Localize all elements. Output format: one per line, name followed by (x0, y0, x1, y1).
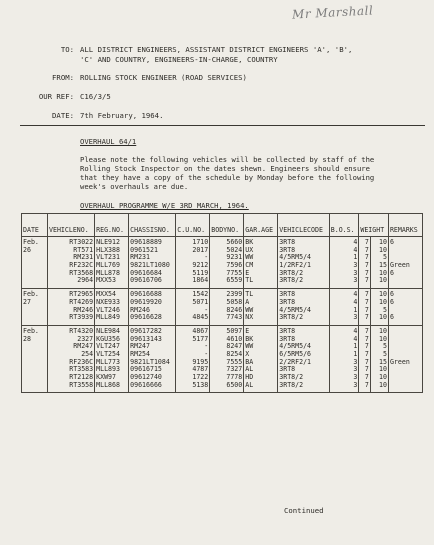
cell-line: 09616688 (130, 290, 162, 299)
cell-line: RF236C (69, 357, 94, 366)
cell-line: 09616666 (130, 380, 162, 389)
col-header-reg (95, 214, 129, 237)
cell-line: 4 (353, 238, 358, 246)
cell-line: E (245, 326, 250, 335)
cell-remarks (388, 289, 422, 326)
header-line: VEHICLE (49, 226, 77, 235)
cell-line: RT3022 (69, 238, 94, 246)
cell-line: KXW97 (96, 373, 116, 381)
header-line: GAR. (245, 226, 262, 235)
cell-line: 7 (364, 380, 369, 389)
col-header-date: DATE (22, 214, 48, 237)
cell-line: 4/5RM5/4 (279, 305, 312, 314)
cell-line: 6559 (226, 276, 243, 285)
cell-line: RM254 (130, 349, 150, 358)
cell-weight-tons (359, 325, 371, 393)
cell-line: 4/5RM5/4 (279, 253, 312, 262)
cell-line: RM231 (73, 253, 94, 262)
cell-line: 6 (389, 290, 394, 299)
cell-line: 5024 (226, 245, 243, 254)
cell-chassis (129, 237, 176, 289)
cell-line: 6/5RM5/6 (279, 349, 312, 358)
cell-line: RT4320 (69, 326, 94, 335)
header-line: CODE (307, 226, 323, 235)
cell-line: 6 (389, 313, 394, 322)
cell-line: 09617282 (130, 326, 162, 335)
cell-line: HD (245, 373, 254, 381)
cell-line: 5 (382, 349, 387, 358)
col-header-vehicle (48, 214, 95, 237)
cell-line: 1 (353, 342, 358, 351)
cell-weight-cwt (370, 237, 388, 289)
cell-line: RT3583 (69, 365, 94, 374)
cell-line: 3RT8/2 (279, 276, 304, 285)
cell-line: 9231 (226, 253, 243, 262)
cell-line: 09612740 (130, 373, 162, 381)
cell-garage (244, 325, 278, 393)
cell-line: 1/2RF2/1 (279, 261, 312, 270)
from-value: ROLLING STOCK ENGINEER (ROAD SERVICES) (80, 73, 247, 82)
cell-line: 7 (364, 342, 369, 351)
cell-line: 3RT8 (279, 365, 296, 374)
cell-line: NLE984 (96, 326, 120, 335)
cell-code (278, 237, 330, 289)
cell-weight-cwt (370, 325, 388, 393)
cell-line: 7 (364, 261, 369, 270)
header-line: BODY (211, 226, 228, 235)
cell-line: 7 (364, 373, 369, 381)
cell-line: 5138 (192, 380, 209, 389)
cell-line: 10 (379, 297, 387, 306)
cell-line: A (245, 297, 250, 306)
cell-line: 26 (23, 245, 31, 254)
cell-line: 1 (353, 253, 358, 262)
cell-reg (95, 289, 129, 326)
cell-line: RM246 (73, 305, 94, 314)
cell-line: RT3558 (69, 380, 94, 389)
cell-line: 27 (23, 297, 31, 306)
cell-line: 4 (353, 290, 358, 299)
overhaul-schedule-table (21, 213, 423, 393)
cell-line: RT2128 (69, 373, 94, 381)
cell-line: 28 (23, 334, 31, 343)
cell-line: 7778 (226, 373, 243, 381)
cell-remarks (388, 237, 422, 289)
cell-line: 3 (353, 380, 358, 389)
cell-line: 7596 (226, 261, 243, 270)
cell-line (390, 307, 421, 315)
cell-line: NLE912 (96, 238, 120, 246)
col-header-garage (244, 214, 278, 237)
cell-line: 1542 (192, 290, 209, 299)
cell-line: WW (245, 305, 254, 314)
cell-line: 2964 (77, 276, 94, 285)
cell-reg (95, 237, 129, 289)
cell-line: Feb. (23, 326, 39, 335)
cell-line: 7 (364, 290, 369, 299)
cell-line: 4867 (192, 326, 209, 335)
cell-line: 8246 (226, 305, 243, 314)
col-header-weight: WEIGHT (359, 214, 389, 237)
cell-line: 5058 (226, 297, 243, 306)
cell-line: RT3568 (69, 268, 94, 277)
cell-line: - (204, 253, 209, 262)
cell-line: 6 (389, 238, 394, 246)
cell-line: TL (245, 276, 254, 285)
cell-line: 1722 (192, 373, 209, 381)
cell-line: 6 (389, 297, 394, 306)
header-line: NO. (193, 226, 206, 235)
cell-line: 5119 (192, 268, 209, 277)
cell-weight-tons (359, 237, 371, 289)
header-line: VEHICLE (279, 226, 308, 235)
continued-footer: Continued (284, 506, 324, 515)
cell-line (390, 247, 421, 255)
ref-value: C16/3/5 (80, 92, 111, 101)
cell-line: - (204, 349, 209, 358)
cell-line: 1710 (192, 238, 209, 246)
cell-line: X (245, 349, 250, 358)
cell-line: TL (245, 290, 254, 299)
paragraph-line-4: week's overhauls are due. (80, 182, 189, 191)
cell-line: - (204, 342, 209, 351)
to-value-line-2: 'C' AND COUNTRY, ENGINEERS-IN-CHARGE, COUNTRY (80, 55, 278, 64)
cell-line: 10 (379, 276, 387, 285)
cell-line: 5660 (226, 238, 243, 246)
cell-line: 3RT8/2 (279, 268, 304, 277)
cell-line: 3RT8 (279, 326, 296, 335)
cell-line (390, 366, 421, 374)
cell-body (210, 289, 244, 326)
cell-line: 2399 (226, 290, 243, 299)
cell-line: - (204, 305, 209, 314)
col-header-body (210, 214, 244, 237)
cell-line: 7 (364, 238, 369, 246)
cell-line: 09618889 (130, 238, 162, 246)
cell-chassis (129, 325, 176, 393)
cell-line: 7 (364, 253, 369, 262)
cell-weight-cwt (370, 289, 388, 326)
cell-line: 10 (379, 326, 387, 335)
cell-remarks (388, 325, 422, 393)
cell-line: MXX54 (96, 290, 116, 299)
cell-line: 7 (364, 357, 369, 366)
cell-line: 09616715 (130, 365, 162, 374)
cell-line: VLT247 (96, 342, 120, 351)
header-line: C.U. (177, 226, 194, 235)
cell-line: 3RT8 (279, 238, 296, 246)
cell-line: Green (389, 357, 410, 366)
cell-line: 4 (353, 297, 358, 306)
cell-line (390, 343, 421, 351)
table-header-row (22, 214, 423, 237)
cell-line: 9195 (192, 357, 209, 366)
cell-line: MLL868 (96, 380, 120, 389)
cell-body (210, 325, 244, 393)
cell-line: 3 (353, 365, 358, 374)
cell-line: 6500 (226, 380, 243, 389)
cell-line: VLT231 (96, 253, 120, 262)
col-header-chassis (129, 214, 176, 237)
cell-line: RT2965 (69, 290, 94, 299)
cell-line: 2/2RF2/1 (279, 357, 312, 366)
cell-bos (329, 237, 359, 289)
cell-line: RT3939 (69, 313, 94, 322)
cell-line: 3 (353, 261, 358, 270)
cell-line: 0961521 (130, 245, 158, 254)
cell-line: AL (245, 380, 254, 389)
handwritten-note: Mr Marshall (291, 3, 374, 22)
cell-line: WW (245, 253, 254, 262)
cell-line: Feb. (23, 238, 39, 246)
cell-line: MLL773 (96, 357, 120, 366)
cell-line: 10 (379, 238, 387, 246)
cell-line: 5071 (192, 297, 209, 306)
cell-line: 09616628 (130, 313, 162, 322)
cell-line: 9821LT1080 (130, 261, 170, 270)
cell-line: 3 (353, 268, 358, 277)
to-value-line-1: ALL DISTRICT ENGINEERS, ASSISTANT DISTRICT ENGINEERS 'A', 'B', (80, 45, 353, 54)
cell-line: E (245, 268, 250, 277)
cell-line: 5 (382, 305, 387, 314)
cell-line: 7 (364, 305, 369, 314)
cell-line (390, 328, 421, 336)
cell-line: BA (245, 357, 254, 366)
header-line: NO. (157, 226, 170, 235)
cell-line: 254 (81, 349, 94, 358)
cell-line: WW (245, 342, 254, 351)
cell-line (390, 277, 421, 285)
cell-line: BK (245, 238, 254, 246)
date-label: DATE: (52, 111, 74, 120)
cell-line: 3RT8/2 (279, 380, 304, 389)
cell-date (22, 289, 48, 326)
cell-line: 09616706 (130, 276, 162, 285)
cell-line (390, 374, 421, 382)
header-line: NO. (227, 226, 240, 235)
cell-line: 9821LT1084 (130, 357, 170, 366)
header-line: REG. (96, 226, 113, 235)
cell-line: VLT254 (96, 349, 120, 358)
cell-line: MLL769 (96, 261, 120, 270)
cell-line: 10 (379, 380, 387, 389)
paragraph-line-3: that they have a copy of the schedule by Monday before the following (80, 173, 375, 182)
cell-line: 6 (389, 268, 394, 277)
cell-line: 4845 (192, 313, 209, 322)
cell-cu (176, 289, 210, 326)
cell-line: BK (245, 334, 254, 343)
cell-chassis (129, 289, 176, 326)
programme-heading: OVERHAUL PROGRAMME W/E 3RD MARCH, 1964. (80, 201, 249, 210)
cell-line: 3RT8 (279, 245, 296, 254)
table-body (22, 237, 423, 393)
cell-line: 3RT8 (279, 334, 296, 343)
cell-line: 3RT8 (279, 297, 296, 306)
cell-line: MLL893 (96, 365, 120, 374)
cell-date (22, 325, 48, 393)
cell-line: 8247 (226, 342, 243, 351)
cell-bos (329, 289, 359, 326)
cell-line: RT571 (73, 245, 94, 254)
cell-line: 9212 (192, 261, 209, 270)
cell-line: 7 (364, 268, 369, 277)
cell-vehicle (48, 325, 95, 393)
cell-line: 3 (353, 357, 358, 366)
cell-line: 3 (353, 276, 358, 285)
cell-line: 3RT8/2 (279, 313, 304, 322)
cell-line: 3 (353, 373, 358, 381)
cell-line: 7327 (226, 365, 243, 374)
cell-line: 10 (379, 334, 387, 343)
cell-line: 4787 (192, 365, 209, 374)
cell-line: RT4269 (69, 297, 94, 306)
col-header-remarks: REMARKS (388, 214, 422, 237)
cell-line: 4/5RM5/4 (279, 342, 312, 351)
cell-line: HLX388 (96, 245, 120, 254)
cell-line: 15 (379, 261, 387, 270)
paragraph-line-2: Rolling Stock Inspector on the dates shewn. Engineers should ensure (80, 164, 370, 173)
to-label: TO: (60, 45, 74, 54)
cell-line: 10 (379, 313, 387, 322)
cell-line: MXX53 (96, 276, 116, 285)
header-line: NO. (76, 226, 89, 235)
paragraph-line-1: Please note the following vehicles will be collected by staff of the (80, 155, 375, 164)
cell-line: RM246 (130, 305, 150, 314)
cell-line: 4 (353, 334, 358, 343)
col-header-code (278, 214, 330, 237)
cell-line: 10 (379, 290, 387, 299)
cell-line (390, 336, 421, 344)
cell-line: 09613143 (130, 334, 162, 343)
table-row (22, 237, 423, 289)
cell-garage (244, 289, 278, 326)
cell-weight-tons (359, 289, 371, 326)
cell-line: 3RT8 (279, 290, 296, 299)
cell-line (390, 382, 421, 390)
cell-line: 7 (364, 276, 369, 285)
cell-line: 2327 (77, 334, 94, 343)
cell-garage (244, 237, 278, 289)
cell-line: 7 (364, 245, 369, 254)
cell-line: 4610 (226, 334, 243, 343)
cell-line: NXE933 (96, 297, 120, 306)
cell-line: 7743 (226, 313, 243, 322)
cell-line: 1864 (192, 276, 209, 285)
cell-line: 7 (364, 313, 369, 322)
cell-line: 7755 (226, 268, 243, 277)
cell-line: 5097 (226, 326, 243, 335)
cell-line: 10 (379, 365, 387, 374)
cell-cu (176, 325, 210, 393)
header-line: NO. (112, 226, 124, 235)
cell-line: 5 (382, 253, 387, 262)
cell-vehicle (48, 237, 95, 289)
cell-line: 2017 (192, 245, 209, 254)
cell-line: RM231 (130, 253, 150, 262)
cell-line: Feb. (23, 290, 39, 299)
cell-line: 10 (379, 373, 387, 381)
cell-line: 7 (364, 326, 369, 335)
cell-line: 15 (379, 357, 387, 366)
table-row (22, 325, 423, 393)
cell-line: 09619920 (130, 297, 162, 306)
cell-line: 09616684 (130, 268, 162, 277)
cell-line: 5177 (192, 334, 209, 343)
cell-line: 1 (353, 305, 358, 314)
cell-line: RM247 (73, 342, 94, 351)
cell-line: 1 (353, 349, 358, 358)
cell-line: AL (245, 365, 254, 374)
cell-line: MLL878 (96, 268, 120, 277)
from-label: FROM: (52, 73, 74, 82)
cell-line: 7 (364, 334, 369, 343)
cell-line: 3RT8/2 (279, 373, 304, 381)
cell-line: 7 (364, 349, 369, 358)
cell-line: 7555 (226, 357, 243, 366)
cell-line: 10 (379, 245, 387, 254)
cell-line: UX (245, 245, 254, 254)
cell-reg (95, 325, 129, 393)
cell-date (22, 237, 48, 289)
cell-line: 7 (364, 365, 369, 374)
cell-line: KGU356 (96, 334, 120, 343)
cell-line: Green (389, 261, 410, 270)
cell-line: MLL849 (96, 313, 120, 322)
date-value: 7th February, 1964. (80, 111, 164, 120)
cell-line: RF232C (69, 261, 94, 270)
cell-line: 5 (382, 342, 387, 351)
cell-line: 7 (364, 297, 369, 306)
cell-code (278, 289, 330, 326)
cell-cu (176, 237, 210, 289)
cell-line: 3 (353, 313, 358, 322)
cell-vehicle (48, 289, 95, 326)
cell-line: NX (245, 313, 254, 322)
ref-label: OUR REF: (38, 92, 74, 101)
header-divider (20, 125, 425, 126)
cell-line: CM (245, 261, 254, 270)
subject-heading: OVERHAUL 64/1 (80, 137, 137, 146)
cell-line: 4 (353, 245, 358, 254)
header-line: CHASSIS (130, 226, 158, 235)
col-header-cu (176, 214, 210, 237)
cell-line: 10 (379, 268, 387, 277)
cell-line: RM247 (130, 342, 150, 351)
col-header-bos: B.O.S. (329, 214, 359, 237)
table-row (22, 289, 423, 326)
header-line: AGE (261, 226, 274, 235)
cell-line: 8254 (226, 349, 243, 358)
cell-line: VLT246 (96, 305, 120, 314)
cell-line: 4 (353, 326, 358, 335)
cell-body (210, 237, 244, 289)
cell-bos (329, 325, 359, 393)
cell-code (278, 325, 330, 393)
